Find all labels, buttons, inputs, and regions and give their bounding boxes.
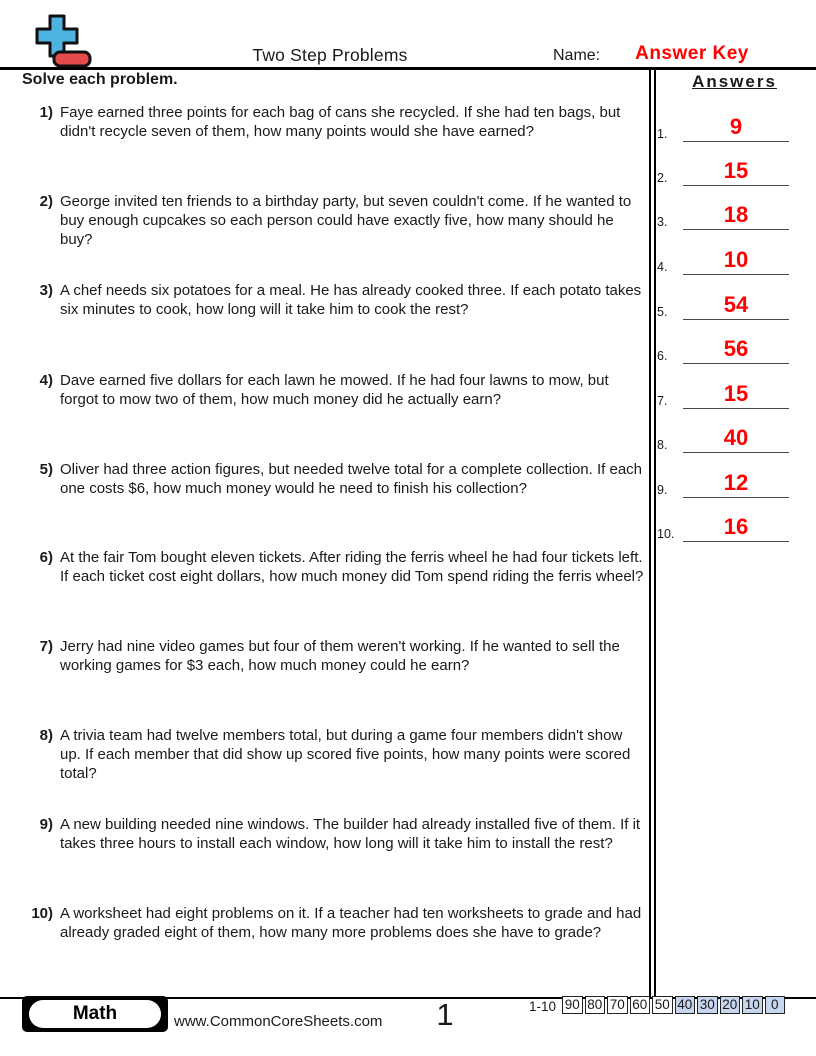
answer-value: 18	[683, 203, 789, 230]
problem-text: George invited ten friends to a birthday party, but seven couldn't come. If he wanted to buy enough cupcakes so each person could have exactly five, how many should he buy?	[60, 193, 632, 248]
answer-number: 5.	[657, 305, 668, 319]
answer-number: 6.	[657, 349, 668, 363]
problem-text: A new building needed nine windows. The builder had already installed five of them. If it takes three hours to install each window, how long will it take him to install the rest?	[60, 816, 641, 852]
answer-number: 3.	[657, 215, 668, 229]
answer-row-7	[657, 379, 789, 409]
score-cell: 0	[765, 996, 786, 1014]
math-badge-label: Math	[29, 1000, 161, 1028]
problem-number: 8)	[39, 727, 53, 744]
answer-row-6	[657, 334, 789, 364]
plus-icon	[37, 16, 77, 56]
answer-number: 8.	[657, 438, 668, 452]
problem-text: Faye earned three points for each bag of cans she recycled. If she had ten bags, but didn't recycle seven of them, how many points would she have earned?	[60, 104, 621, 140]
answer-row-3	[657, 200, 789, 230]
problem-item-9	[28, 815, 646, 853]
problem-number: 9)	[39, 816, 53, 833]
score-cell: 40	[675, 996, 696, 1014]
score-cell: 90	[562, 996, 583, 1014]
answer-value: 9	[683, 115, 789, 142]
problem-number: 3)	[39, 282, 53, 299]
problem-item-2	[28, 192, 646, 249]
answer-value: 15	[683, 382, 789, 409]
problem-text: A trivia team had twelve members total, but during a game four members didn't show up. If each member that did show up scored five points, how many points were scored total?	[60, 727, 631, 782]
answer-number: 2.	[657, 171, 668, 185]
score-cell: 80	[585, 996, 606, 1014]
problem-item-10	[28, 904, 646, 942]
answer-row-4	[657, 245, 789, 275]
problem-text: Oliver had three action figures, but needed twelve total for a complete collection. If each one costs $6, how much money would he need to finish his collection?	[60, 461, 642, 497]
answer-value: 40	[683, 426, 789, 453]
problem-number: 6)	[39, 549, 53, 566]
problem-item-1	[28, 103, 646, 141]
problem-item-5	[28, 460, 646, 498]
name-label: Name:	[553, 47, 601, 64]
problem-text: Dave earned five dollars for each lawn he mowed. If he had four lawns to mow, but forgot to mow two of them, how much money did he actually earn?	[60, 372, 609, 408]
answer-value: 15	[683, 159, 789, 186]
answer-row-9	[657, 468, 789, 498]
problem-item-8	[28, 726, 646, 783]
score-cell: 10	[742, 996, 763, 1014]
website-text: www.CommonCoreSheets.com	[174, 1013, 383, 1030]
answer-row-1	[657, 112, 789, 142]
page-number: 1	[436, 997, 454, 1032]
problem-item-6	[28, 548, 646, 586]
problem-text: At the fair Tom bought eleven tickets. After riding the ferris wheel he had four tickets left. If each ticket cost eight dollars, how much money did Tom spend riding the ferris wheel?	[60, 549, 644, 585]
minus-icon	[54, 52, 90, 66]
problem-item-3	[28, 281, 646, 319]
answer-row-8	[657, 423, 789, 453]
answers-heading: Answers	[692, 72, 777, 91]
problem-number: 2)	[39, 193, 53, 210]
answer-value: 12	[683, 471, 789, 498]
score-range-label: 1-10	[529, 999, 557, 1014]
score-cell: 30	[697, 996, 718, 1014]
score-cell: 50	[652, 996, 673, 1014]
score-cell: 20	[720, 996, 741, 1014]
problem-number: 1)	[39, 104, 53, 121]
problem-text: A chef needs six potatoes for a meal. He has already cooked three. If each potato takes six minutes to cook, how long will it take him to cook the rest?	[60, 282, 642, 318]
worksheet-title: Two Step Problems	[252, 45, 408, 65]
answer-key-text: Answer Key	[635, 43, 749, 64]
problem-number: 4)	[39, 372, 53, 389]
answer-number: 10.	[657, 527, 675, 541]
answer-row-5	[657, 290, 789, 320]
problem-text: A worksheet had eight problems on it. If a teacher had ten worksheets to grade and had already graded eight of them, how many more problems does she have to grade?	[60, 905, 642, 941]
problem-item-7	[28, 637, 646, 675]
math-badge	[22, 996, 168, 1032]
header-divider	[0, 67, 816, 70]
answer-value: 56	[683, 337, 789, 364]
score-cell: 70	[607, 996, 628, 1014]
answer-row-2	[657, 156, 789, 186]
problem-number: 5)	[39, 461, 53, 478]
score-table	[562, 996, 785, 1014]
answers-divider	[649, 69, 656, 998]
answer-value: 54	[683, 293, 789, 320]
answer-row-10	[657, 512, 789, 542]
problem-text: Jerry had nine video games but four of them weren't working. If he wanted to sell the working games for $3 each, how much money could he earn?	[60, 638, 620, 674]
instructions-text: Solve each problem.	[22, 71, 178, 88]
answer-number: 7.	[657, 394, 668, 408]
problem-number: 10)	[31, 905, 53, 922]
answer-value: 16	[683, 515, 789, 542]
answer-number: 9.	[657, 483, 668, 497]
commoncoresheets-logo-plus-minus-icon	[30, 12, 94, 70]
problem-number: 7)	[39, 638, 53, 655]
answer-value: 10	[683, 248, 789, 275]
problem-item-4	[28, 371, 646, 409]
score-cell: 60	[630, 996, 651, 1014]
answer-number: 1.	[657, 127, 668, 141]
answer-number: 4.	[657, 260, 668, 274]
